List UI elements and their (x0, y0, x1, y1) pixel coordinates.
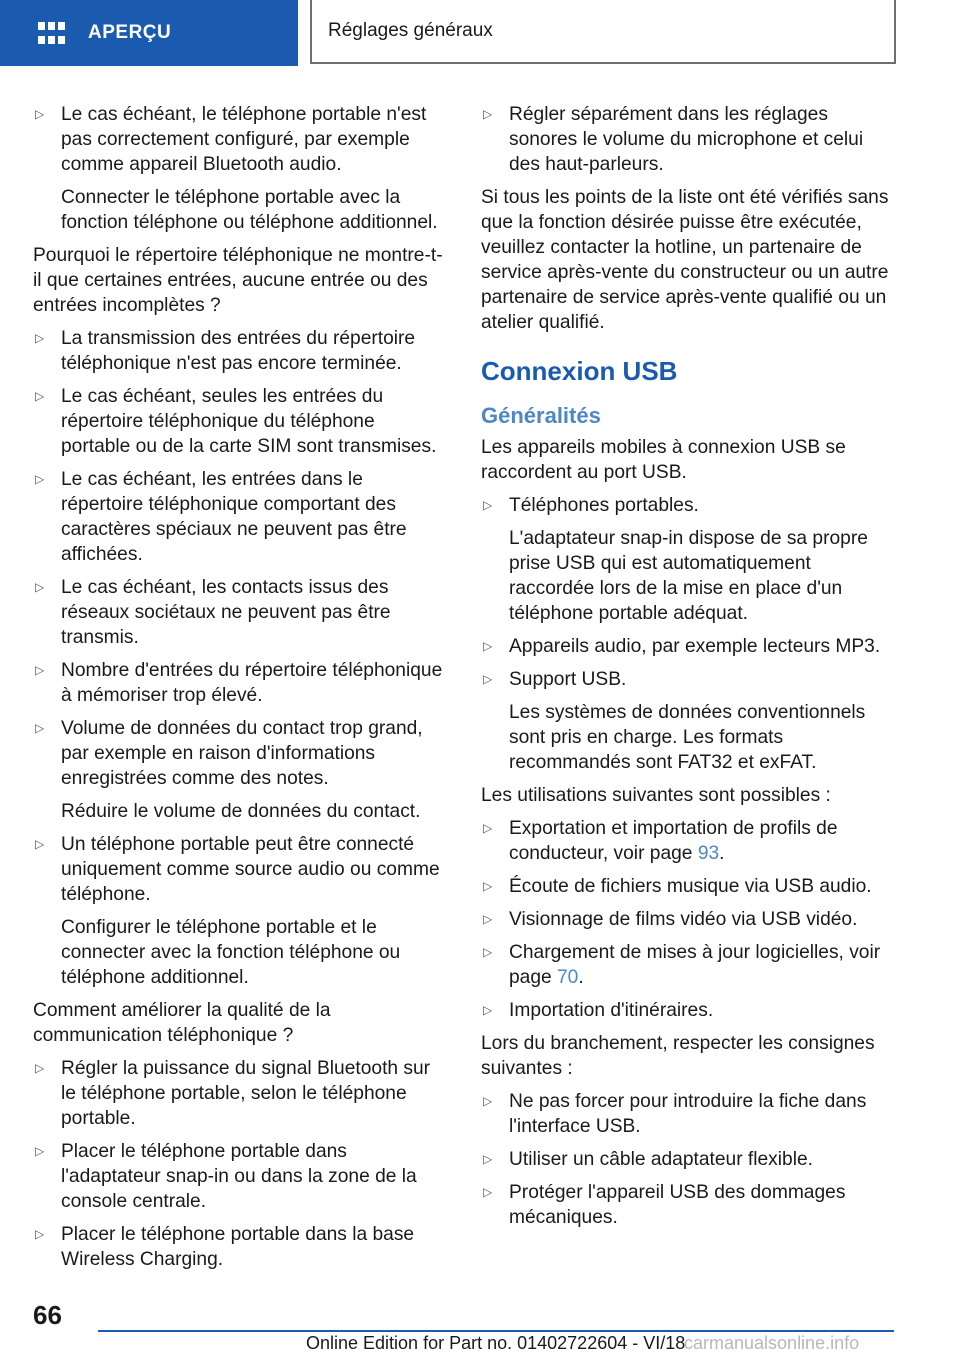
footer-divider (98, 1330, 894, 1332)
list-item-text (61, 1056, 447, 1131)
paragraph: Les utilisations suivantes sont possibles : (481, 785, 831, 806)
list-item (33, 384, 447, 459)
section-heading: Connexion USB (481, 356, 678, 386)
list-item (481, 1089, 895, 1139)
list-item-body: Régler la puissance du signal Bluetooth sur le téléphone portable, selon le téléphone portable. (61, 1058, 431, 1129)
list-item (481, 816, 895, 866)
paragraph: Pourquoi le répertoire téléphonique ne montre-t-il que certaines entrées, aucune entrée ou des entrées incomplètes ? (33, 245, 443, 316)
triangle-bullet-icon: ▷ (483, 639, 493, 653)
list-item (33, 832, 447, 907)
list-item-body: Le cas échéant, les entrées dans le répertoire téléphonique comportant des caractères spéciaux ne peuvent pas être affichées. (61, 469, 407, 565)
list-item-body: Appareils audio, par exemple lecteurs MP3. (509, 636, 881, 657)
triangle-bullet-icon: ▷ (35, 472, 45, 486)
list-item-body: La transmission des entrées du répertoire téléphonique n'est pas encore terminée. (61, 328, 416, 374)
triangle-bullet-icon: ▷ (35, 837, 45, 851)
triangle-bullet-icon: ▷ (483, 821, 493, 835)
list-item (33, 575, 447, 650)
list-item-text (61, 326, 447, 376)
triangle-bullet-icon: ▷ (483, 912, 493, 926)
triangle-bullet-icon: ▷ (35, 580, 45, 594)
list-item-body: Nombre d'entrées du répertoire téléphonique à mémoriser trop élevé. (61, 660, 443, 706)
list-item (481, 1147, 895, 1172)
triangle-bullet-icon: ▷ (35, 663, 45, 677)
list-item (481, 998, 895, 1023)
triangle-bullet-icon: ▷ (35, 331, 45, 345)
list-item (33, 716, 447, 791)
grid-icon (38, 22, 66, 44)
triangle-bullet-icon: ▷ (483, 107, 493, 121)
list-item (481, 907, 895, 932)
left-column (33, 102, 447, 1280)
list-item-body: Utiliser un câble adaptateur flexible. (509, 1149, 813, 1170)
list-item-body: Exportation et importation de profils de conducteur, voir page (509, 818, 838, 864)
list-item-body: Chargement de mises à jour logicielles, voir page (509, 942, 881, 988)
list-item-text (509, 816, 895, 866)
triangle-bullet-icon: ▷ (35, 107, 45, 121)
triangle-bullet-icon: ▷ (35, 1227, 45, 1241)
list-item-detail: Connecter le téléphone portable avec la fonction téléphone ou téléphone additionnel. (61, 187, 438, 233)
page-header (0, 0, 960, 66)
page-reference-link[interactable]: 93 (697, 843, 720, 864)
edition-text: Online Edition for Part no. 01402722604 - VI/18 (306, 1333, 686, 1353)
list-item-body: Régler séparément dans les réglages sonores le volume du microphone et celui des haut-parleurs. (509, 104, 864, 175)
list-item-text (509, 1147, 895, 1172)
list-item-body: Le cas échéant, le téléphone portable n'est pas correctement configuré, par exemple comme appareil Bluetooth audio. (61, 104, 427, 175)
paragraph: Lors du branchement, respecter les consignes suivantes : (481, 1033, 875, 1079)
paragraph: Les appareils mobiles à connexion USB se raccordent au port USB. (481, 437, 846, 483)
list-item (481, 1180, 895, 1230)
list-item (481, 102, 895, 177)
triangle-bullet-icon: ▷ (483, 498, 493, 512)
list-item (481, 493, 895, 518)
list-item (481, 874, 895, 899)
triangle-bullet-icon: ▷ (35, 389, 45, 403)
list-item (33, 467, 447, 567)
list-item-text (61, 1222, 447, 1272)
paragraph: Si tous les points de la liste ont été vérifiés sans que la fonction désirée puisse être exécutée, veuillez contacter la hotline, un partenaire de service après-vente du constructeur ou un autre partenaire de service après-vente qualifié ou un atelier qualifié. (481, 187, 889, 333)
list-item-text (509, 634, 895, 659)
list-item-text (509, 998, 895, 1023)
list-item (33, 102, 447, 177)
page-number: 66 (33, 1300, 62, 1330)
list-item-body: Placer le téléphone portable dans l'adaptateur snap-in ou dans la zone de la console centrale. (61, 1141, 417, 1212)
list-item-text (61, 467, 447, 567)
list-item-body: Protéger l'appareil USB des dommages mécaniques. (509, 1182, 846, 1228)
triangle-bullet-icon: ▷ (35, 1061, 45, 1075)
list-item-body: Ne pas forcer pour introduire la fiche dans l'interface USB. (509, 1091, 867, 1137)
list-item-text (509, 874, 895, 899)
list-item-text (61, 384, 447, 459)
page-reference-link[interactable]: 70 (557, 967, 579, 988)
list-item (33, 326, 447, 376)
list-item (33, 1222, 447, 1272)
list-item-body: Visionnage de films vidéo via USB vidéo. (509, 909, 858, 930)
triangle-bullet-icon: ▷ (483, 1094, 493, 1108)
list-item-body: Importation d'itinéraires. (509, 1000, 714, 1021)
triangle-bullet-icon: ▷ (483, 1185, 493, 1199)
list-item (33, 1139, 447, 1214)
triangle-bullet-icon: ▷ (483, 879, 493, 893)
list-item-body: Volume de données du contact trop grand, par exemple en raison d'informations enregistrées comme des notes. (61, 718, 423, 789)
list-item-body: Placer le téléphone portable dans la base Wireless Charging. (61, 1224, 415, 1270)
paragraph: Comment améliorer la qualité de la communication téléphonique ? (33, 1000, 331, 1046)
list-item-text (509, 1089, 895, 1139)
list-item-text (509, 907, 895, 932)
list-item (481, 667, 895, 692)
list-item-text (509, 102, 895, 177)
list-item-text (61, 658, 447, 708)
overview-tab[interactable] (0, 0, 298, 66)
triangle-bullet-icon: ▷ (35, 1144, 45, 1158)
list-item-text (61, 575, 447, 650)
list-item-punctuation: . (578, 967, 584, 988)
section-title: Réglages généraux (328, 20, 493, 41)
list-item-detail: L'adaptateur snap-in dispose de sa propre prise USB qui est automatiquement raccordée lors de la mise en place d'un téléphone portable adéquat. (509, 528, 868, 624)
list-item-text (61, 716, 447, 791)
subsection-heading: Généralités (481, 403, 601, 428)
list-item-text (61, 102, 447, 177)
overview-label: APERÇU (88, 22, 172, 43)
list-item-text (509, 667, 895, 692)
triangle-bullet-icon: ▷ (35, 721, 45, 735)
list-item-detail: Réduire le volume de données du contact. (61, 801, 421, 822)
section-title-tab[interactable] (310, 0, 896, 64)
list-item-detail: Les systèmes de données conventionnels sont pris en charge. Les formats recommandés sont FAT32 et exFAT. (509, 702, 866, 773)
triangle-bullet-icon: ▷ (483, 945, 493, 959)
list-item-body: Support USB. (509, 669, 627, 690)
triangle-bullet-icon: ▷ (483, 1152, 493, 1166)
list-item-body: Le cas échéant, les contacts issus des réseaux sociétaux ne peuvent pas être transmis. (61, 577, 391, 648)
list-item-body: Téléphones portables. (509, 495, 699, 516)
list-item (481, 634, 895, 659)
list-item-body: Écoute de fichiers musique via USB audio. (509, 876, 872, 897)
list-item-text (61, 832, 447, 907)
list-item-text (509, 1180, 895, 1230)
triangle-bullet-icon: ▷ (483, 1003, 493, 1017)
list-item (33, 1056, 447, 1131)
list-item-text (509, 940, 895, 990)
list-item-detail: Configurer le téléphone portable et le connecter avec la fonction téléphone ou téléphone additionnel. (61, 917, 401, 988)
list-item (481, 940, 895, 990)
list-item-body: Le cas échéant, seules les entrées du répertoire téléphonique du téléphone portable ou de la carte SIM sont transmises. (61, 386, 437, 457)
triangle-bullet-icon: ▷ (483, 672, 493, 686)
watermark: carmanualsonline.info (684, 1333, 860, 1353)
right-column (481, 102, 895, 1238)
list-item-text (61, 1139, 447, 1214)
list-item-body: Un téléphone portable peut être connecté uniquement comme source audio ou comme téléphone. (61, 834, 440, 905)
list-item-text (509, 493, 895, 518)
list-item-punctuation: . (719, 843, 725, 864)
list-item (33, 658, 447, 708)
